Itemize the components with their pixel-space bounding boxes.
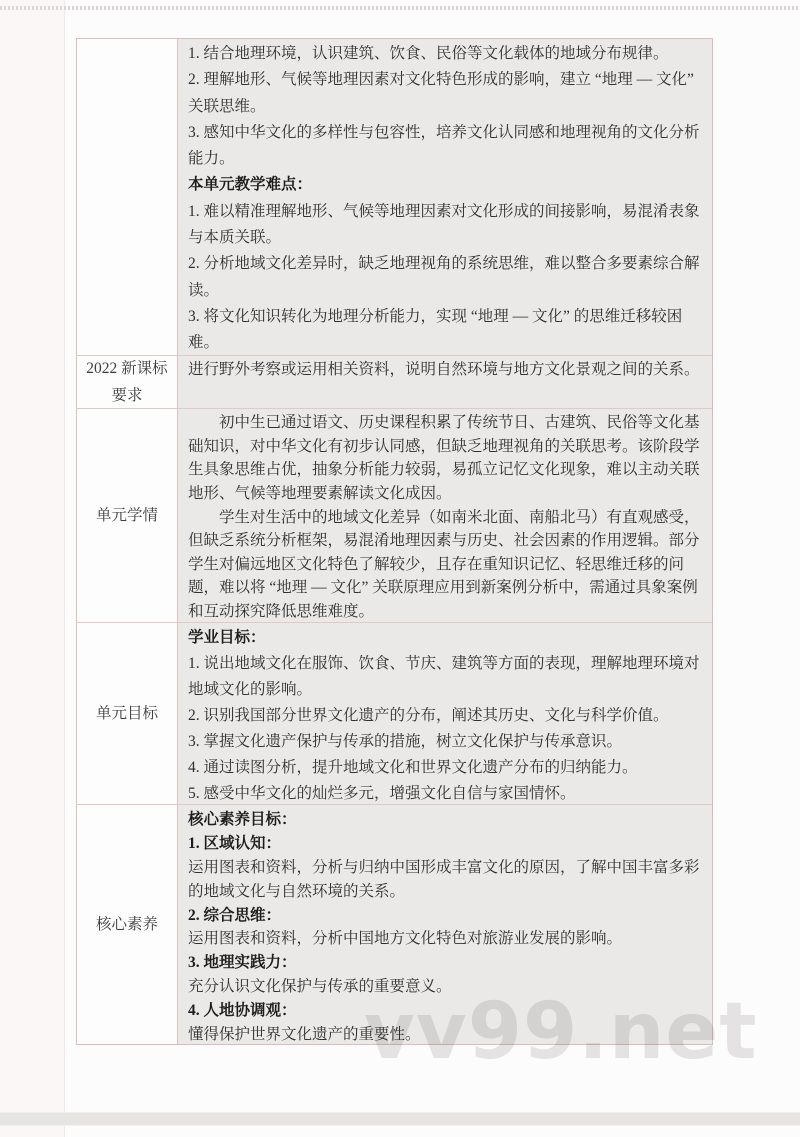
paragraph: 运用图表和资料，分析与归纳中国形成丰富文化的原因，了解中国丰富多彩的地域文化与自然环境的关系。 <box>188 859 700 900</box>
paragraph: 1. 结合地理环境，认识建筑、饮食、民俗等文化载体的地域分布规律。 <box>188 45 669 62</box>
row-label-cell <box>77 356 178 408</box>
row-label: 核心素养 <box>95 916 158 934</box>
row-label: 单元目标 <box>95 705 158 723</box>
table-row <box>77 804 712 1044</box>
row-content-cell <box>178 623 712 805</box>
sub-heading: 3. 地理实践力： <box>188 954 297 972</box>
page-left-margin <box>0 0 65 1137</box>
paragraph: 3. 将文化知识转化为地理分析能力，实现 “地理 — 文化” 的思维迁移较困难。 <box>188 307 683 352</box>
paragraph: 5. 感受中华文化的灿烂多元，增强文化自信与家国情怀。 <box>188 784 576 802</box>
sub-heading: 2. 综合思维： <box>188 906 282 924</box>
row-content-cell <box>178 356 712 408</box>
paragraph: 4. 通过读图分析，提升地域文化和世界文化遗产分布的归纳能力。 <box>188 758 638 776</box>
paragraph: 1. 说出地域文化在服饰、饮食、节庆、建筑等方面的表现，理解地理环境对地域文化的影响。 <box>188 654 700 698</box>
paragraph: 2. 识别我国部分世界文化遗产的分布，阐述其历史、文化与科学价值。 <box>188 706 669 724</box>
table-row <box>77 39 712 355</box>
paragraph: 初中生已通过语文、历史课程积累了传统节日、古建筑、民俗等文化基础知识，对中华文化有初步认同感，但缺乏地理视角的关联思考。该阶段学生具象思维占优，抽象分析能力较弱，易孤立记忆文化现象，难以主动关联地形、气候等地理要素解读文化成因。 <box>188 414 700 503</box>
paragraph: 2. 分析地域文化差异时，缺乏地理视角的系统思维，难以整合多要素综合解读。 <box>188 255 700 299</box>
row-label-cell <box>77 39 178 355</box>
perforation-line <box>0 6 800 10</box>
paragraph: 学生对生活中的地域文化差异（如南米北面、南船北马）有直观感受，但缺乏系统分析框架，易混淆地理因素与历史、社会因素的作用逻辑。部分学生对偏远地区文化特色了解较少，且存在重知识记忆、轻思维迁移的问题，难以将 “地理 — 文化” 关联原理应用到新案例分析中，需通过具象案例和互动探究降低思维难度。 <box>188 508 700 621</box>
paragraph: 进行野外考察或运用相关资料，说明自然环境与地方文化景观之间的关系。 <box>188 361 700 379</box>
paragraph: 运用图表和资料，分析中国地方文化特色对旅游业发展的影响。 <box>188 930 623 948</box>
row-label-cell <box>77 409 178 622</box>
row-label-cell <box>77 805 178 1044</box>
paragraph: 1. 难以精准理解地形、气候等地理因素对文化形成的间接影响，易混淆表象与本质关联。 <box>188 202 700 247</box>
row-label: 2022 新课标 <box>86 360 168 378</box>
sub-heading: 1. 区域认知： <box>188 835 282 853</box>
section-heading: 学业目标： <box>188 628 266 646</box>
table-row <box>77 408 712 622</box>
section-heading: 核心素养目标： <box>188 811 297 829</box>
page-break-band <box>0 1112 800 1126</box>
paragraph: 3. 掌握文化遗产保护与传承的措施，树立文化保护与传承意识。 <box>188 732 623 750</box>
row-content-cell <box>178 805 712 1044</box>
table-row <box>77 355 712 408</box>
row-content-cell <box>178 409 712 622</box>
paragraph: 3. 感知中华文化的多样性与包容性，培养文化认同感和地理视角的文化分析能力。 <box>188 123 700 168</box>
row-label: 单元学情 <box>95 507 158 525</box>
paragraph: 2. 理解地形、气候等地理因素对文化特色形成的影响，建立 “地理 — 文化” 关联思维。 <box>188 71 694 115</box>
unit-plan-table <box>76 38 713 1045</box>
row-label-cell <box>77 623 178 805</box>
table-row <box>77 622 712 805</box>
section-heading: 本单元教学难点： <box>188 176 313 194</box>
paragraph: 懂得保护世界文化遗产的重要性。 <box>188 1025 421 1043</box>
sub-heading: 4. 人地协调观： <box>188 1001 297 1019</box>
paragraph: 充分认识文化保护与传承的重要意义。 <box>188 978 452 996</box>
row-content-cell <box>178 39 712 355</box>
row-label: 要求 <box>111 387 143 405</box>
